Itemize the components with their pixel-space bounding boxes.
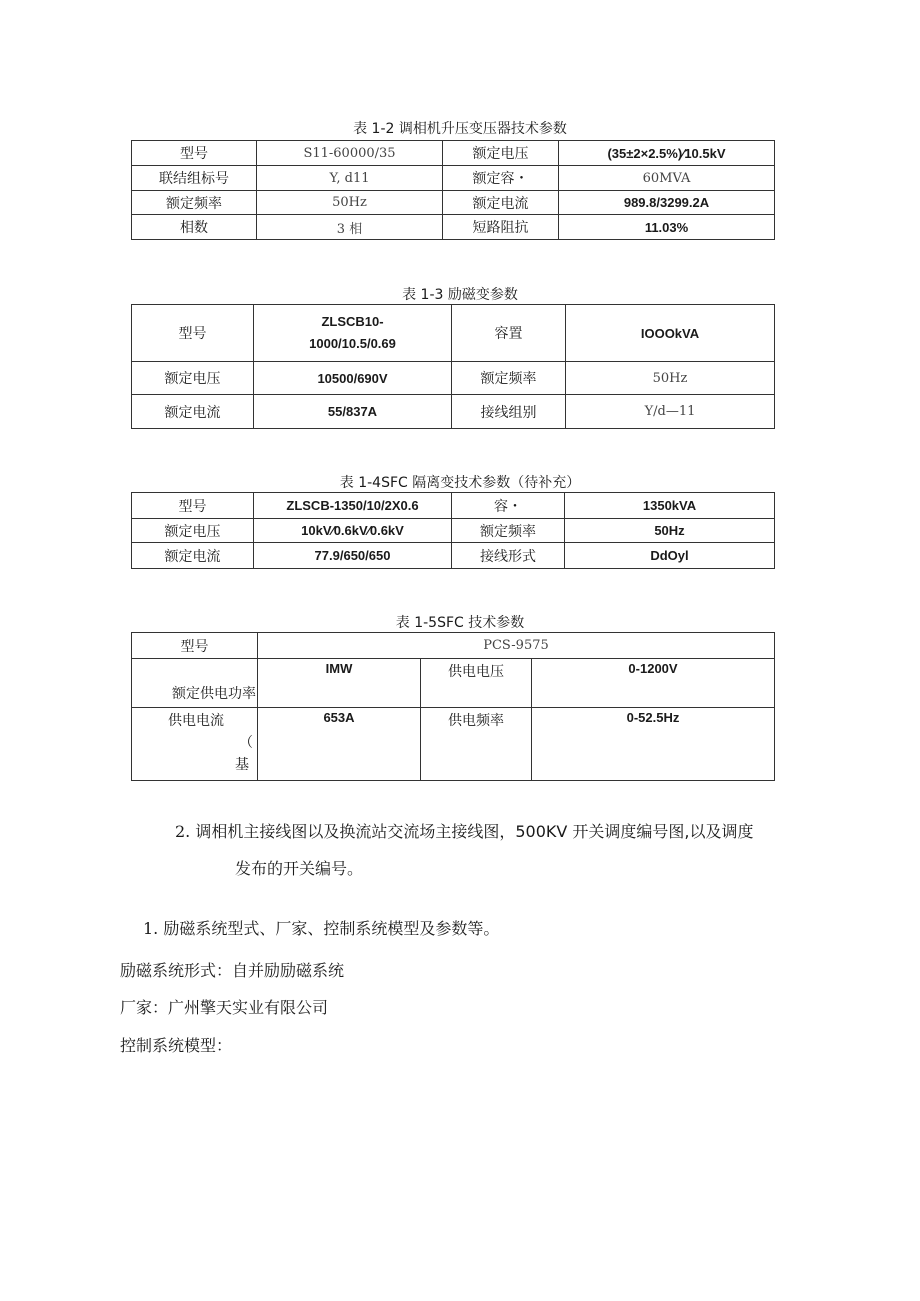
model-line-2: 1000/10.5/0.69	[309, 336, 396, 351]
table-cell-value: 77.9/650/650	[254, 543, 452, 569]
table-cell-label: 相数	[132, 215, 257, 240]
table-cell-value: 3 相	[257, 215, 443, 240]
table-1-2-caption: 表 1-2 调相机升压变压器技术参数	[353, 121, 567, 137]
table-1-3	[131, 304, 775, 429]
table-row	[132, 395, 775, 429]
table-row	[132, 362, 775, 395]
supply-voltage-label: 供电电压	[421, 659, 532, 708]
table-cell-value: ZLSCB-1350/10/2X0.6	[254, 493, 452, 519]
table-cell-label: 型号	[132, 493, 254, 519]
manufacturer: 厂家：广州擎天实业有限公司	[120, 998, 329, 1017]
capacity-value: IOOOkVA	[566, 305, 775, 362]
table-cell-label: 额定电压	[132, 519, 254, 543]
item-1-number: 1.	[143, 919, 159, 938]
table-cell-label: 额定电压	[443, 141, 559, 166]
table-cell-value: 11.03%	[559, 215, 775, 240]
table-cell-value: 989.8/3299.2A	[559, 191, 775, 215]
current-value: 55/837A	[254, 395, 452, 429]
current-label: 额定电流	[132, 395, 254, 429]
table-cell-label: 额定频率	[452, 519, 565, 543]
table-cell-value: Y, d11	[257, 166, 443, 191]
table-1-5	[131, 632, 775, 781]
capacity-label: 容置	[452, 305, 566, 362]
model-line-1: ZLSCB10-	[321, 314, 384, 329]
voltage-label: 额定电压	[132, 362, 254, 395]
power-label: 额定供电功率	[132, 659, 258, 708]
table-cell-label: 接线形式	[452, 543, 565, 569]
item-2-line-2: 发布的开关编号。	[235, 859, 364, 878]
frequency-label: 额定频率	[452, 362, 566, 395]
supply-current-text: 供电电流	[168, 713, 224, 729]
frequency-value: 50Hz	[566, 362, 775, 395]
table-cell-label: 型号	[132, 141, 257, 166]
control-model: 控制系统模型：	[120, 1036, 233, 1055]
table-row	[132, 215, 775, 240]
table-row	[132, 708, 775, 781]
item-1-text: 励磁系统型式、厂家、控制系统模型及参数等。	[163, 919, 500, 938]
table-cell-label: 联结组标号	[132, 166, 257, 191]
supply-frequency-value: 0-52.5Hz	[532, 708, 775, 781]
voltage-value: 10500/690V	[254, 362, 452, 395]
supply-current-note-2: 基	[235, 757, 249, 773]
table-row	[132, 191, 775, 215]
table-1-3-caption: 表 1-3 励磁变参数	[402, 287, 518, 303]
table-row	[132, 633, 775, 659]
table-cell-value: S11-60000/35	[257, 141, 443, 166]
table-cell-label: 额定电流	[443, 191, 559, 215]
table-1-4-caption: 表 1-4SFC 隔离变技术参数（待补充）	[339, 475, 581, 491]
wiring-value: Y/d—11	[566, 395, 775, 429]
supply-current-note-1: （	[239, 735, 253, 751]
item-2-text: 调相机主接线图以及换流站交流场主接线图，500KV 开关调度编号图,以及调度	[195, 822, 754, 841]
model-value: PCS-9575	[258, 633, 775, 659]
wiring-label: 接线组别	[452, 395, 566, 429]
item-2-line-1	[175, 821, 754, 843]
table-1-5-caption: 表 1-5SFC 技术参数	[395, 615, 525, 631]
table-row	[132, 305, 775, 362]
supply-current-value: 653A	[258, 708, 421, 781]
model-value	[254, 305, 452, 362]
table-1-2	[131, 140, 775, 240]
model-label: 型号	[132, 305, 254, 362]
table-row	[132, 166, 775, 191]
table-cell-label: 额定电流	[132, 543, 254, 569]
table-row	[132, 493, 775, 519]
table-row	[132, 519, 775, 543]
table-cell-value: 1350kVA	[565, 493, 775, 519]
table-cell-value: 50Hz	[257, 191, 443, 215]
table-cell-label: 短路阻抗	[443, 215, 559, 240]
table-cell-value: 10kV⁄0.6kV⁄0.6kV	[254, 519, 452, 543]
excitation-form: 励磁系统形式：自并励励磁系统	[120, 961, 345, 980]
table-row	[132, 659, 775, 708]
table-row	[132, 141, 775, 166]
supply-current-label	[132, 708, 258, 781]
table-cell-value: DdOyl	[565, 543, 775, 569]
power-value: IMW	[258, 659, 421, 708]
table-cell-value: 60MVA	[559, 166, 775, 191]
table-cell-value: (35±2×2.5%)⁄10.5kV	[559, 141, 775, 166]
item-1	[143, 918, 499, 940]
supply-frequency-label: 供电频率	[421, 708, 532, 781]
table-row	[132, 543, 775, 569]
table-cell-label: 额定频率	[132, 191, 257, 215]
table-cell-value: 50Hz	[565, 519, 775, 543]
item-2-number: 2.	[175, 822, 191, 841]
table-1-4	[131, 492, 775, 569]
model-label: 型号	[132, 633, 258, 659]
table-cell-label: 容・	[452, 493, 565, 519]
supply-voltage-value: 0-1200V	[532, 659, 775, 708]
table-cell-label: 额定容・	[443, 166, 559, 191]
